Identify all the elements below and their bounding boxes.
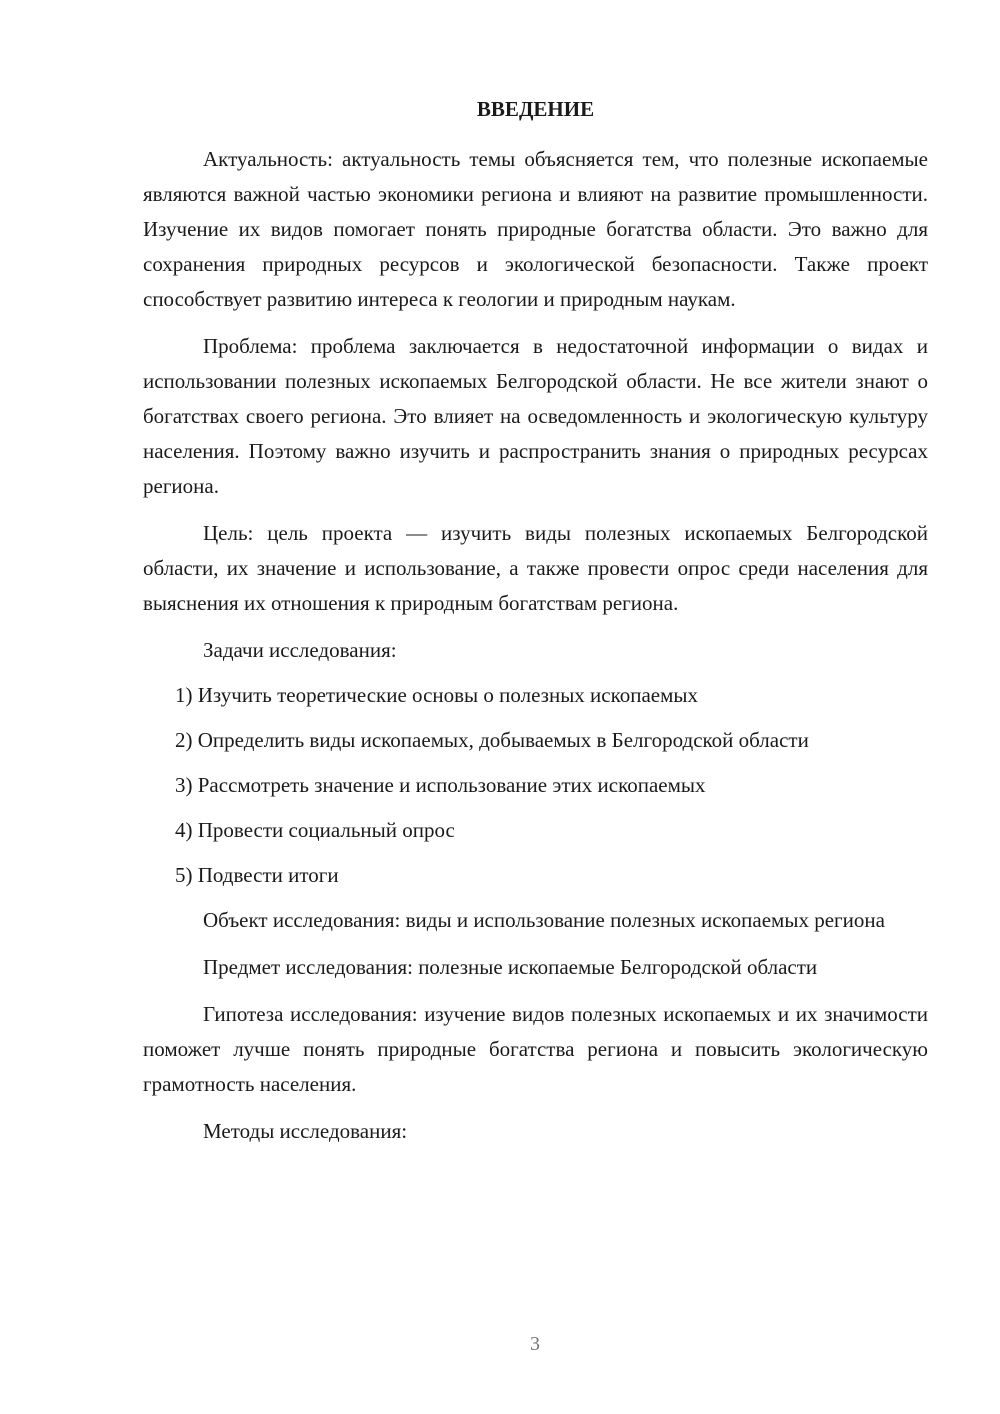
paragraph-goal: Цель: цель проекта — изучить виды полезных ископаемых Белгородской области, их значение и использование, а также провести опрос среди населения для выяснения их отношения к природным богатствам региона. <box>143 521 928 615</box>
methods-title: Методы исследования: <box>203 1119 408 1143</box>
paragraph-problem: Проблема: проблема заключается в недостаточной информации о видах и использовании полезных ископаемых Белгородской области. Не все жители знают о богатствах своего региона. Это влияет на осведомленность и экологическую культуру населения. Поэтому важно изучить и распространить знания о природных ресурсах региона. <box>143 334 928 498</box>
page-number: 3 <box>530 1333 540 1355</box>
tasks-title: Задачи исследования: <box>203 638 397 662</box>
list-item: 4) Провести социальный опрос <box>175 818 455 842</box>
list-item: 3) Рассмотреть значение и использование этих ископаемых <box>175 773 706 797</box>
document-page <box>143 92 928 1161</box>
page-title: ВВЕДЕНИЕ <box>476 97 595 121</box>
paragraph-subject: Предмет исследования: полезные ископаемые Белгородской области <box>203 955 818 979</box>
list-item: 2) Определить виды ископаемых, добываемых в Белгородской области <box>175 728 809 752</box>
paragraph-relevance: Актуальность: актуальность темы объясняется тем, что полезные ископаемые являются важной частью экономики региона и влияют на развитие промышленности. Изучение их видов помогает понять природные богатства области. Это важно для сохранения природных ресурсов и экологической безопасности. Также проект способствует развитию интереса к геологии и природным наукам. <box>143 147 928 311</box>
paragraph-hypothesis: Гипотеза исследования: изучение видов полезных ископаемых и их значимости поможет лучше понять природные богатства региона и повысить экологическую грамотность населения. <box>143 1002 928 1096</box>
paragraph-object: Объект исследования: виды и использование полезных ископаемых региона <box>203 908 885 932</box>
list-item: 5) Подвести итоги <box>175 863 339 887</box>
list-item: 1) Изучить теоретические основы о полезных ископаемых <box>175 683 699 707</box>
